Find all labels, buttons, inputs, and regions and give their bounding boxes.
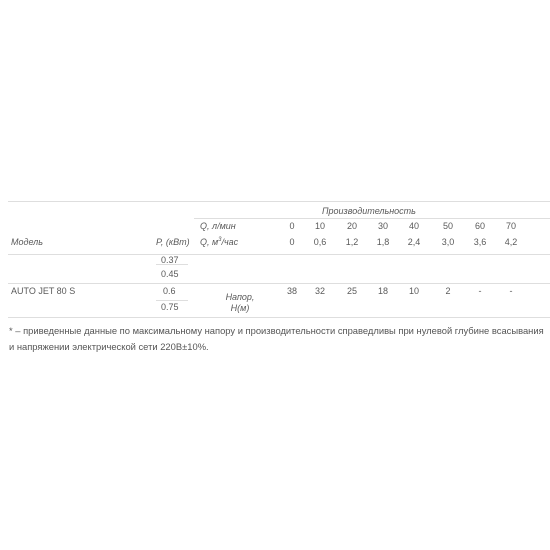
head-value: 10	[408, 286, 419, 296]
power-value: 0.75	[161, 302, 179, 312]
q-m3h-label	[200, 237, 238, 248]
q-lmin-value: 0	[289, 221, 295, 231]
q-m3h-value: 0,6	[313, 237, 327, 247]
head-label-line1: Напор,	[225, 292, 255, 302]
q-m3h-value: 3,6	[473, 237, 487, 247]
head-value: 32	[314, 286, 325, 296]
footnote: * – приведенные данные по максимальному напору и производительности справедливы при нулевой глубине всасывания и напряжении электрической сети 220В±10%.	[9, 325, 544, 352]
head-value: 38	[286, 286, 297, 296]
q-lmin-value: 40	[408, 221, 419, 231]
power-value: 0.45	[161, 269, 179, 279]
table-rule	[8, 254, 550, 255]
head-value: -	[478, 286, 482, 296]
q-m3h-value: 0	[289, 237, 295, 247]
table-rule	[8, 201, 550, 202]
q-lmin-value: 30	[377, 221, 388, 231]
table-rule	[156, 300, 188, 301]
q-m3h-value: 1,8	[376, 237, 390, 247]
q-lmin-label: Q, л/мин	[200, 221, 236, 231]
table-rule	[8, 283, 550, 284]
q-m3h-value: 3,0	[441, 237, 455, 247]
q-m3h-value: 1,2	[345, 237, 359, 247]
q-m3h-label-post: /час	[221, 237, 239, 247]
table-rule	[194, 218, 550, 219]
head-value: 18	[377, 286, 388, 296]
q-lmin-value: 50	[442, 221, 453, 231]
model-header: Модель	[11, 237, 43, 247]
head-label-line2: H(м)	[230, 303, 250, 313]
q-m3h-value: 2,4	[407, 237, 421, 247]
q-m3h-label-pre: Q, м	[200, 237, 219, 247]
head-label	[220, 292, 260, 314]
performance-group-header: Производительность	[322, 206, 416, 216]
q-lmin-value: 60	[474, 221, 485, 231]
q-m3h-label-sup: 3	[218, 237, 222, 243]
head-value: -	[509, 286, 513, 296]
q-lmin-value: 70	[505, 221, 516, 231]
power-value: 0.6	[163, 286, 176, 296]
q-m3h-value: 4,2	[504, 237, 518, 247]
performance-table	[8, 201, 550, 317]
q-lmin-value: 10	[314, 221, 325, 231]
head-value: 25	[346, 286, 357, 296]
table-rule	[8, 317, 550, 318]
power-header: P, (кВт)	[156, 237, 190, 247]
model-name: AUTO JET 80 S	[11, 286, 76, 296]
power-value: 0.37	[161, 255, 179, 265]
q-lmin-value: 20	[346, 221, 357, 231]
head-value: 2	[445, 286, 451, 296]
